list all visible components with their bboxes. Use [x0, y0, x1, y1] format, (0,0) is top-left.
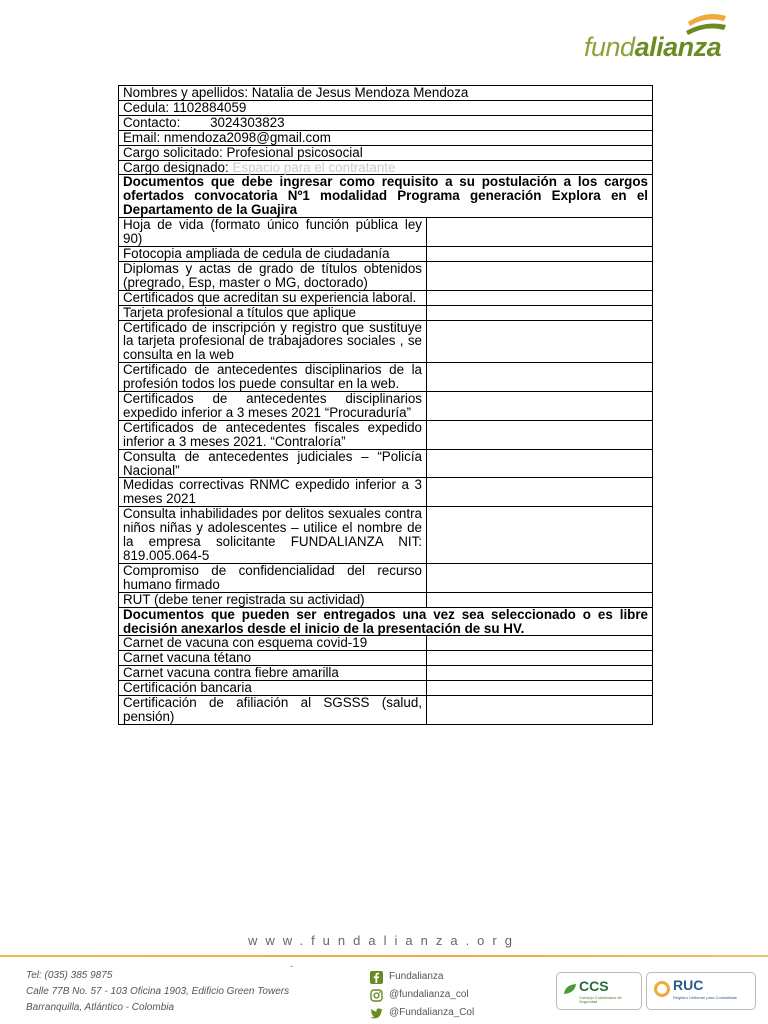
table-row	[119, 392, 653, 421]
doc-label: Carnet vacuna tétano	[119, 651, 427, 666]
doc-label: Fotocopia ampliada de cedula de ciudadanía	[119, 246, 427, 261]
doc-label: Certificación bancaria	[119, 681, 427, 696]
footer-phone: Tel: (035) 385 9875	[26, 970, 113, 981]
logo-fund: fund	[584, 32, 635, 62]
table-row	[119, 696, 653, 725]
table-row	[119, 563, 653, 592]
table-row	[119, 507, 653, 564]
doc-label: Tarjeta profesional a títulos que aplique	[119, 305, 427, 320]
table-row	[119, 160, 653, 175]
doc-label: Certificación de afiliación al SGSSS (salud, pensión)	[119, 696, 427, 725]
fundalianza-logo	[584, 12, 734, 68]
table-row	[119, 320, 653, 363]
table-row	[119, 666, 653, 681]
footer-divider	[0, 955, 768, 957]
doc-check-cell[interactable]	[427, 363, 653, 392]
table-row	[119, 218, 653, 247]
footer-social	[370, 968, 474, 1022]
ruc-title: RUC	[673, 977, 704, 993]
certification-badges	[556, 972, 756, 1008]
section2-header: Documentos que pueden ser entregados una vez sea seleccionado o es libre decisión anexarlos desde el inicio de la presentación de su HV.	[119, 607, 653, 636]
facebook-handle: Fundalianza	[389, 971, 444, 982]
doc-label: Certificados que acreditan su experiencia laboral.	[119, 290, 427, 305]
doc-label: Consulta de antecedentes judiciales – “Policía Nacional”	[119, 449, 427, 478]
website-link[interactable]: www.fundalianza.org	[248, 933, 520, 948]
doc-check-cell[interactable]	[427, 507, 653, 564]
table-row	[119, 478, 653, 507]
footer-city: Barranquilla, Atlántico - Colombia	[26, 1002, 175, 1013]
doc-check-cell[interactable]	[427, 478, 653, 507]
cargo-designado-field[interactable]: Espacio para el contratante	[232, 159, 396, 175]
doc-check-cell[interactable]	[427, 261, 653, 290]
doc-check-cell[interactable]	[427, 666, 653, 681]
table-row	[119, 305, 653, 320]
table-row	[119, 145, 653, 160]
doc-check-cell[interactable]	[427, 392, 653, 421]
twitter-handle: @Fundalianza_Col	[389, 1007, 475, 1018]
applicant-cedula: Cedula: 1102884059	[119, 100, 653, 115]
doc-label: Consulta inhabilidades por delitos sexuales contra niños niñas y adolescentes – utilice el nombre de la empresa solicitante FUNDALIANZA NIT: 819.005.064-5	[119, 507, 427, 564]
cargo-designado-label: Cargo designado:	[123, 159, 229, 175]
doc-check-cell[interactable]	[427, 563, 653, 592]
doc-check-cell[interactable]	[427, 696, 653, 725]
table-row	[119, 420, 653, 449]
applicant-contact: Contacto: 3024303823	[119, 115, 653, 130]
doc-label: Certificados de antecedentes fiscales expedido inferior a 3 meses 2021. “Contraloría”	[119, 420, 427, 449]
ruc-subtitle: Registro Uniforme para Contratistas	[673, 995, 737, 1000]
doc-label: Certificados de antecedentes disciplinarios expedido inferior a 3 meses 2021 “Procuraduría”	[119, 392, 427, 421]
doc-check-cell[interactable]	[427, 449, 653, 478]
doc-check-cell[interactable]	[427, 320, 653, 363]
doc-check-cell[interactable]	[427, 681, 653, 696]
table-row	[119, 100, 653, 115]
doc-check-cell[interactable]	[427, 651, 653, 666]
table-row	[119, 592, 653, 607]
ruc-badge	[646, 972, 756, 1010]
doc-check-cell[interactable]	[427, 420, 653, 449]
applicant-name: Nombres y apellidos: Natalia de Jesus Mendoza Mendoza	[119, 86, 653, 101]
ccs-title: CCS	[579, 978, 609, 994]
cargo-solicitado: Cargo solicitado: Profesional psicosocial	[119, 145, 653, 160]
twitter-icon	[370, 1007, 383, 1020]
table-row	[119, 175, 653, 218]
doc-label: Diplomas y actas de grado de títulos obtenidos (pregrado, Esp, master o MG, doctorado)	[119, 261, 427, 290]
doc-check-cell[interactable]	[427, 592, 653, 607]
doc-label: Medidas correctivas RNMC expedido inferior a 3 meses 2021	[119, 478, 427, 507]
table-row	[119, 130, 653, 145]
facebook-icon	[370, 971, 383, 984]
footer-address	[26, 968, 289, 1016]
table-row	[119, 651, 653, 666]
table-row	[119, 636, 653, 651]
doc-check-cell[interactable]	[427, 218, 653, 247]
ccs-badge	[556, 972, 642, 1010]
requirements-table	[118, 85, 653, 725]
logo-alianza: alianza	[634, 32, 722, 62]
doc-label: Certificado de inscripción y registro que sustituye la tarjeta profesional de trabajadores sociales , se consulta en la web	[119, 320, 427, 363]
instagram-link[interactable]	[370, 986, 474, 1004]
facebook-link[interactable]	[370, 968, 474, 986]
table-row	[119, 681, 653, 696]
doc-check-cell[interactable]	[427, 290, 653, 305]
table-row	[119, 86, 653, 101]
instagram-handle: @fundalianza_col	[389, 989, 469, 1000]
doc-check-cell[interactable]	[427, 246, 653, 261]
table-row	[119, 363, 653, 392]
applicant-email: Email: nmendoza2098@gmail.com	[119, 130, 653, 145]
doc-label: Carnet de vacuna con esquema covid-19	[119, 636, 427, 651]
section1-header: Documentos que debe ingresar como requisito a su postulación a los cargos ofertados convocatoria Nº1 modalidad Programa generación Explora en el Departamento de la Guajira	[119, 175, 653, 218]
doc-label: Hoja de vida (formato único función pública ley 90)	[119, 218, 427, 247]
footer-dash: -	[290, 961, 293, 971]
twitter-link[interactable]	[370, 1004, 474, 1022]
doc-label: Certificado de antecedentes disciplinarios de la profesión todos los puede consultar en la web.	[119, 363, 427, 392]
footer-street: Calle 77B No. 57 - 103 Oficina 1903, Edificio Green Towers	[26, 986, 290, 997]
doc-check-cell[interactable]	[427, 636, 653, 651]
doc-label: Carnet vacuna contra fiebre amarilla	[119, 666, 427, 681]
doc-label: Compromiso de confidencialidad del recurso humano firmado	[119, 563, 427, 592]
table-row	[119, 246, 653, 261]
ccs-leaf-icon	[563, 983, 577, 995]
doc-label: RUT (debe tener registrada su actividad)	[119, 592, 427, 607]
ccs-subtitle: Consejo Colombiano de Seguridad	[579, 995, 622, 1004]
table-row	[119, 449, 653, 478]
instagram-icon	[370, 989, 383, 1002]
ruc-ring-icon	[653, 980, 671, 998]
table-row	[119, 115, 653, 130]
table-row	[119, 261, 653, 290]
table-row	[119, 607, 653, 636]
cargo-designado	[119, 160, 653, 175]
table-row	[119, 290, 653, 305]
doc-check-cell[interactable]	[427, 305, 653, 320]
